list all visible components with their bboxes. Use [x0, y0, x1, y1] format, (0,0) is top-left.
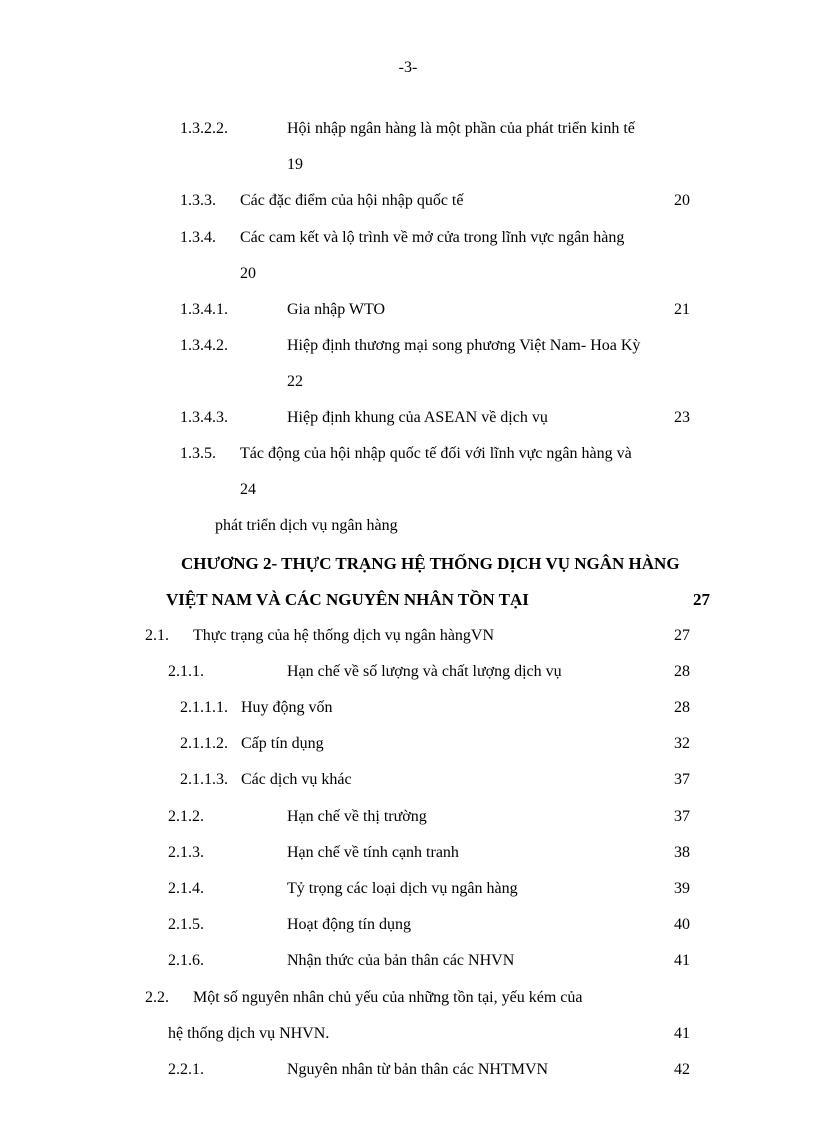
page-number: -3-: [398, 59, 418, 76]
toc-entry-2-1-4-number: 2.1.4.: [168, 880, 204, 897]
toc-entry-1-3-4-2-number: 1.3.4.2.: [180, 337, 228, 354]
toc-entry-2-2-title: Một số nguyên nhân chủ yếu của những tồn tại, yếu kém của: [193, 989, 583, 1006]
toc-entry-1-3-4-3-title: Hiệp định khung của ASEAN về dịch vụ: [287, 409, 548, 426]
toc-entry-2-1-1-number: 2.1.1.: [168, 663, 204, 680]
toc-entry-2-2-1-page: 42: [674, 1061, 690, 1078]
toc-entry-2-1-1-3-number: 2.1.1.3.: [180, 771, 228, 788]
toc-entry-1-3-5-number: 1.3.5.: [180, 445, 216, 462]
toc-entry-1-3-5-page: 24: [240, 481, 256, 498]
toc-entry-2-1-1-3-title: Các dịch vụ khác: [241, 771, 352, 788]
toc-entry-1-3-4-2-page: 22: [287, 373, 303, 390]
toc-entry-2-2-1-title: Nguyên nhân từ bản thân các NHTMVN: [287, 1061, 549, 1078]
toc-entry-2-1-number: 2.1.: [145, 627, 169, 644]
toc-entry-1-3-4-number: 1.3.4.: [180, 229, 216, 246]
toc-entry-1-3-5-title: Tác động của hội nhập quốc tế đối với lĩnh vực ngân hàng và: [240, 445, 632, 462]
toc-entry-2-1-1-1-page: 28: [674, 699, 690, 716]
toc-entry-1-3-2-2-number: 1.3.2.2.: [180, 120, 228, 137]
toc-entry-2-1-2-title: Hạn chế về thị trường: [287, 808, 427, 825]
toc-entry-2-1-3-page: 38: [674, 844, 690, 861]
chapter-2-heading-line-2: VIỆT NAM VÀ CÁC NGUYÊN NHÂN TỒN TẠI: [166, 590, 529, 609]
toc-entry-2-1-3-number: 2.1.3.: [168, 844, 204, 861]
toc-entry-2-1-5-number: 2.1.5.: [168, 916, 204, 933]
toc-entry-1-3-4-title: Các cam kết và lộ trình về mở cửa trong lĩnh vực ngân hàng: [240, 229, 625, 246]
toc-entry-1-3-3-number: 1.3.3.: [180, 192, 216, 209]
toc-entry-2-2-page: 41: [674, 1025, 690, 1042]
toc-entry-2-1-6-page: 41: [674, 952, 690, 969]
toc-entry-2-1-1-2-page: 32: [674, 735, 690, 752]
toc-entry-2-1-1-2-number: 2.1.1.2.: [180, 735, 228, 752]
toc-entry-1-3-4-3-number: 1.3.4.3.: [180, 409, 228, 426]
toc-entry-1-3-3-title: Các đặc điểm của hội nhập quốc tế: [240, 192, 464, 209]
toc-entry-2-1-5-title: Hoạt động tín dụng: [287, 916, 411, 933]
toc-entry-2-1-2-page: 37: [674, 808, 690, 825]
toc-entry-2-1-1-page: 28: [674, 663, 690, 680]
toc-entry-2-1-4-page: 39: [674, 880, 690, 897]
toc-entry-2-1-1-2-title: Cấp tín dụng: [241, 735, 324, 752]
toc-entry-1-3-3-page: 20: [674, 192, 690, 209]
toc-entry-2-1-4-title: Tỷ trọng các loại dịch vụ ngân hàng: [287, 880, 518, 897]
toc-entry-1-3-4-1-title: Gia nhập WTO: [287, 301, 386, 318]
toc-entry-2-2-number: 2.2.: [145, 989, 169, 1006]
toc-entry-2-2-1-number: 2.2.1.: [168, 1061, 204, 1078]
toc-entry-2-1-1-title: Hạn chế về số lượng và chất lượng dịch vụ: [287, 663, 562, 680]
toc-entry-2-1-1-1-number: 2.1.1.1.: [180, 699, 228, 716]
toc-entry-2-1-1-1-title: Huy động vốn: [241, 699, 333, 716]
toc-entry-2-1-3-title: Hạn chế về tính cạnh tranh: [287, 844, 459, 861]
chapter-2-page: 27: [693, 590, 710, 609]
toc-entry-1-3-4-2-title: Hiệp định thương mại song phương Việt Nam- Hoa Kỳ: [287, 337, 641, 354]
toc-entry-2-1-5-page: 40: [674, 916, 690, 933]
toc-entry-1-3-2-2-page: 19: [287, 156, 303, 173]
chapter-2-heading-line-1: CHƯƠNG 2- THỰC TRẠNG HỆ THỐNG DỊCH VỤ NGÂN HÀNG: [181, 554, 680, 573]
toc-entry-2-1-2-number: 2.1.2.: [168, 808, 204, 825]
toc-entry-2-1-6-number: 2.1.6.: [168, 952, 204, 969]
toc-entry-2-1-title: Thực trạng của hệ thống dịch vụ ngân hàngVN: [193, 627, 495, 644]
toc-entry-1-3-4-1-number: 1.3.4.1.: [180, 301, 228, 318]
toc-entry-1-3-4-page: 20: [240, 265, 256, 282]
toc-entry-2-1-page: 27: [674, 627, 690, 644]
toc-entry-1-3-5-continuation: phát triển dịch vụ ngân hàng: [215, 517, 398, 534]
toc-entry-2-1-1-3-page: 37: [674, 771, 690, 788]
toc-entry-2-2-continuation: hệ thống dịch vụ NHVN.: [168, 1025, 330, 1042]
toc-entry-2-1-6-title: Nhận thức của bản thân các NHVN: [287, 952, 515, 969]
toc-entry-1-3-4-3-page: 23: [674, 409, 690, 426]
toc-entry-1-3-2-2-title: Hội nhập ngân hàng là một phần của phát triển kinh tế: [287, 120, 635, 137]
toc-entry-1-3-4-1-page: 21: [674, 301, 690, 318]
